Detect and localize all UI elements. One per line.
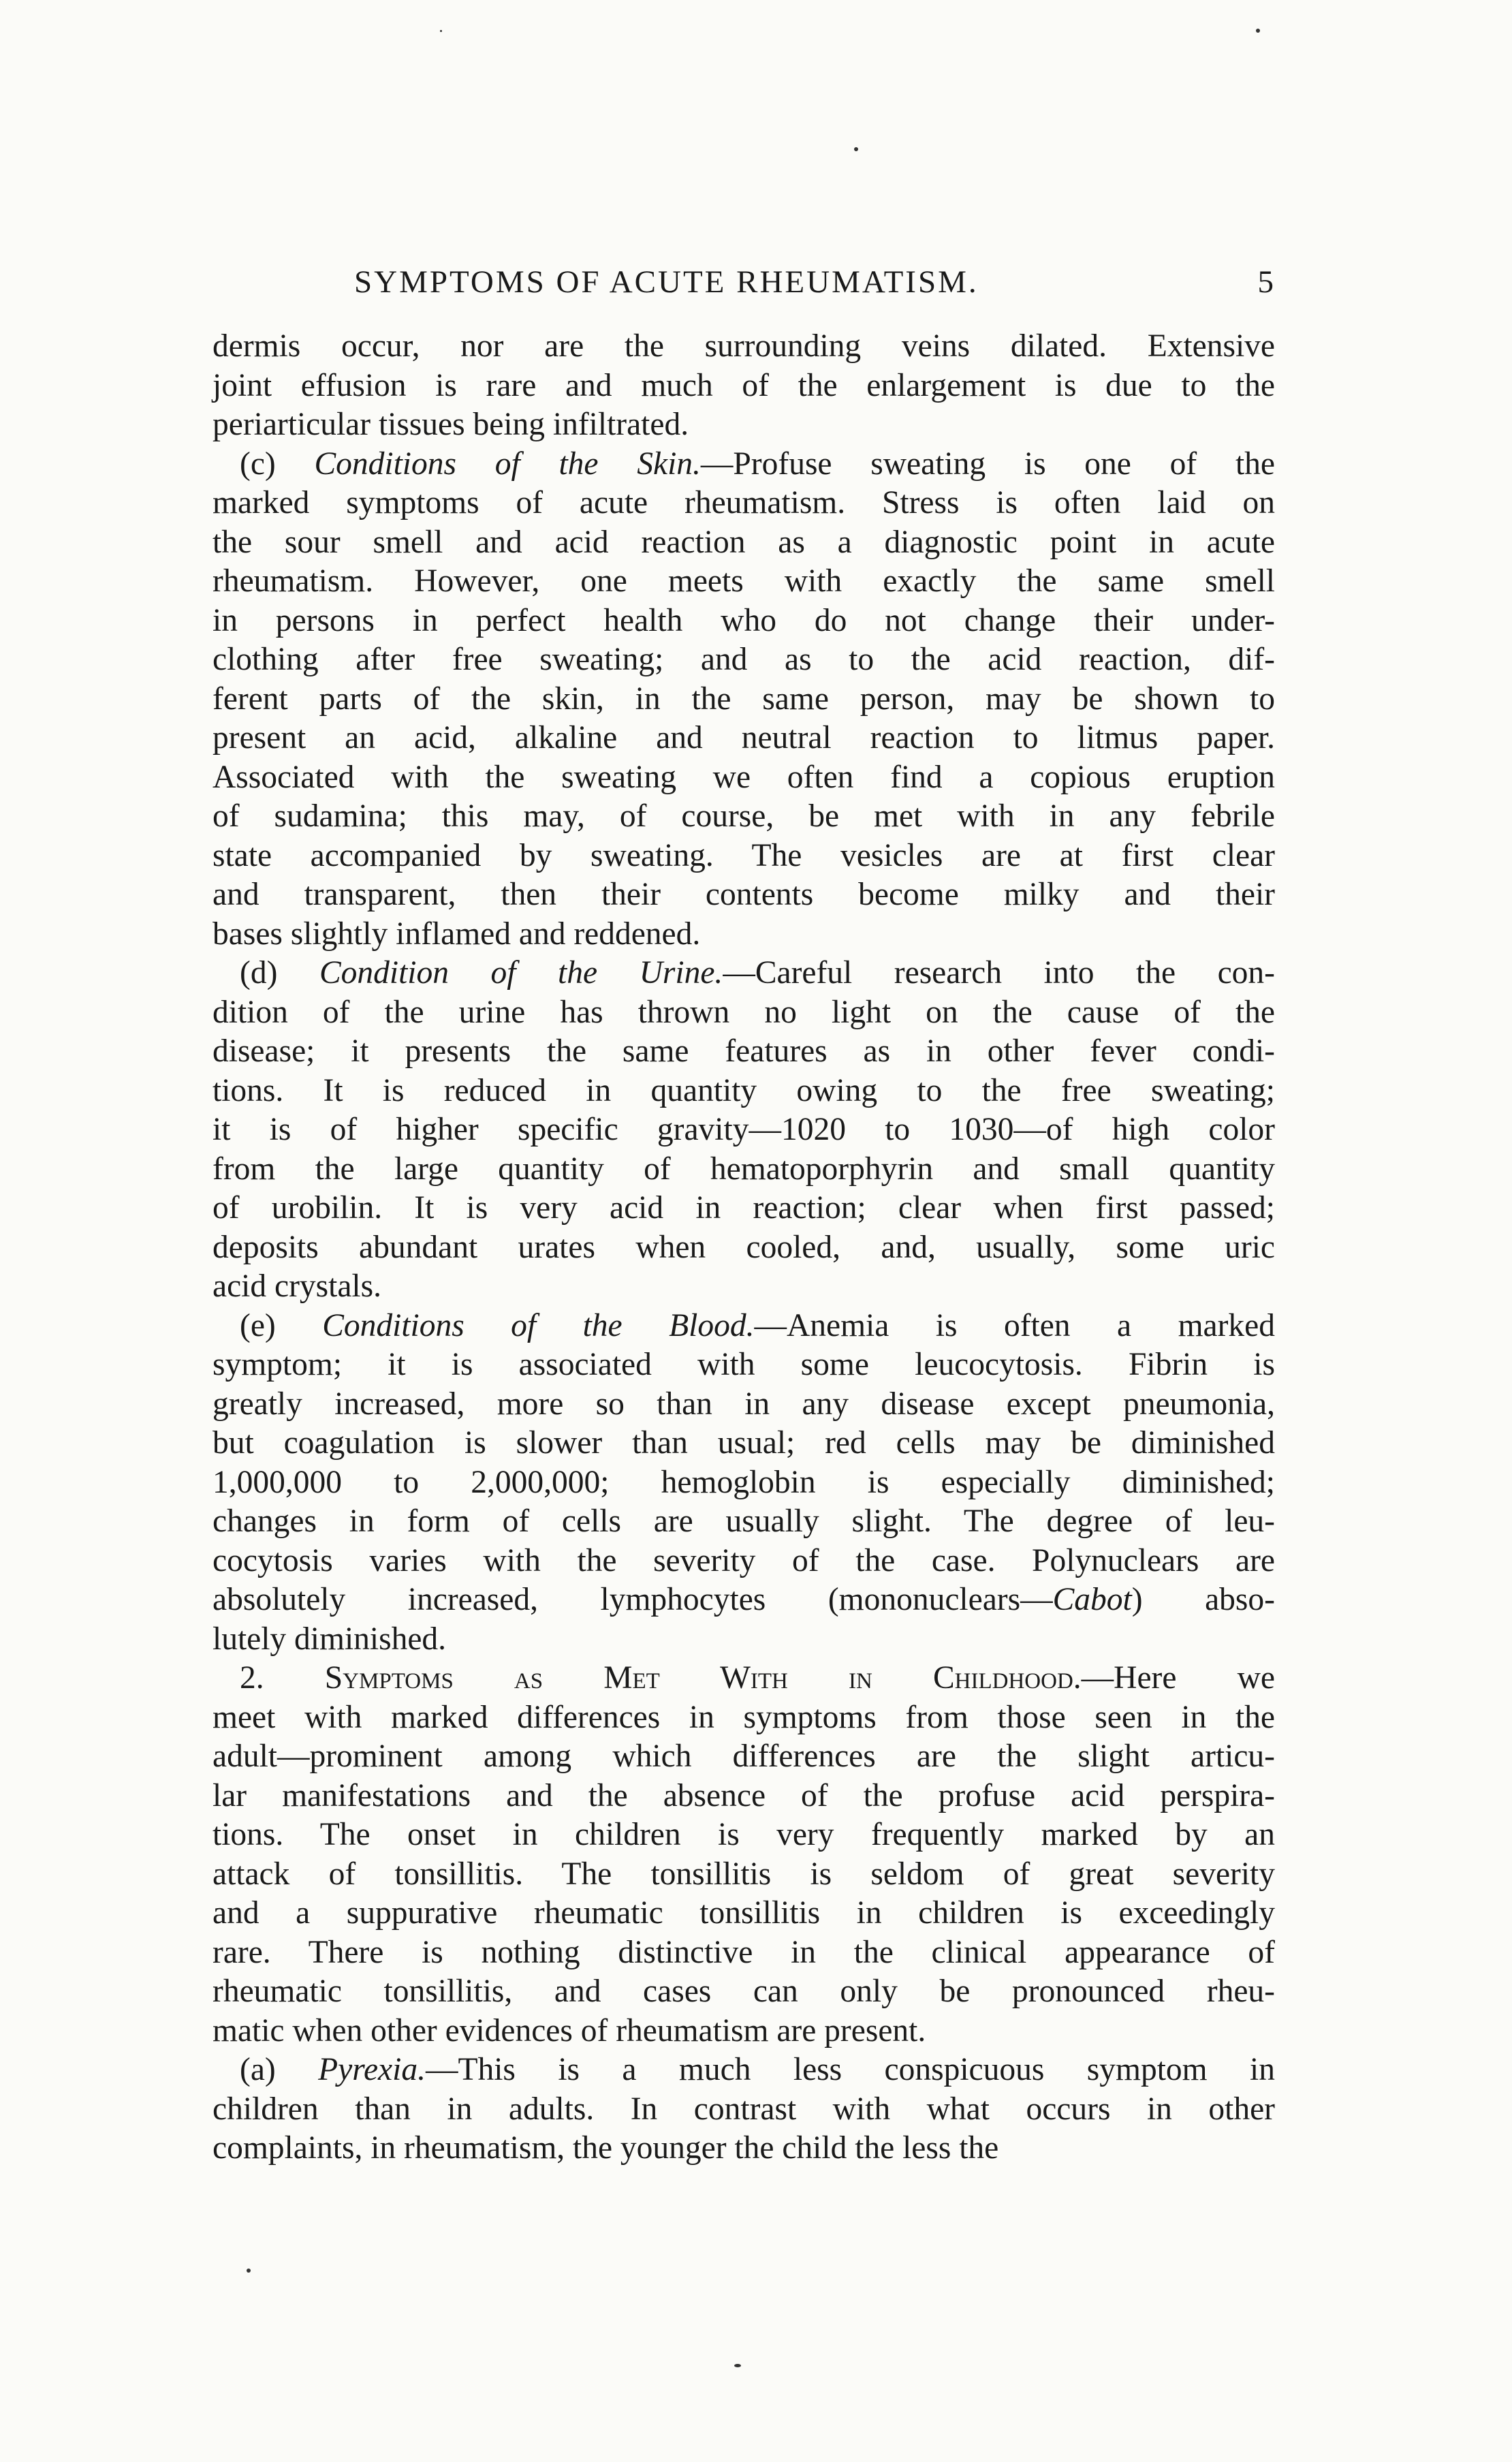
text-segment: —Profuse sweating is one of the [700, 446, 1275, 482]
text-line: state accompanied by sweating. The vesicles are at first clear [212, 837, 1275, 873]
text-segment: ) abso- [1131, 1582, 1275, 1617]
text-line: of urobilin. It is very acid in reaction; clear when first passed; [212, 1190, 1275, 1226]
text-line: periarticular tissues being infiltrated. [212, 407, 689, 442]
text-line: bases slightly inflamed and reddened. [212, 916, 701, 952]
subheading: Pyrexia. [318, 2052, 426, 2087]
text-line: 1,000,000 to 2,000,000; hemoglobin is especially diminished; [212, 1464, 1275, 1500]
text-line: tions. The onset in children is very frequently marked by an [212, 1817, 1275, 1852]
text-line: rheumatism. However, one meets with exactly the same smell [212, 563, 1275, 599]
speck-mark [854, 147, 858, 151]
text-line: Associated with the sweating we often find a copious eruption [212, 759, 1275, 795]
text-line [212, 1659, 1275, 1698]
text-segment: 2. [240, 1660, 325, 1696]
text-line: symptom; it is associated with some leucocytosis. Fibrin is [212, 1347, 1275, 1382]
text-line: lutely diminished. [212, 1621, 447, 1657]
text-line: joint effusion is rare and much of the enlargement is due to the [212, 367, 1275, 403]
text-segment: —Here we [1081, 1660, 1275, 1696]
text-line: of sudamina; this may, of course, be met with in any febrile [212, 798, 1275, 834]
text-line [212, 1307, 1275, 1346]
text-line: marked symptoms of acute rheumatism. Stress is often laid on [212, 485, 1275, 520]
subheading: Cabot [1052, 1582, 1132, 1617]
text-segment: (e) [240, 1307, 323, 1343]
text-line: and transparent, then their contents become milky and their [212, 877, 1275, 912]
text-line: rheumatic tonsillitis, and cases can only be pronounced rheu- [212, 1974, 1275, 2009]
text-line: ferent parts of the skin, in the same person, may be shown to [212, 681, 1275, 717]
text-line: deposits abundant urates when cooled, and, usually, some uric [212, 1229, 1275, 1265]
text-line: rare. There is nothing distinctive in the clinical appearance of [212, 1934, 1275, 1970]
text-line: tions. It is reduced in quantity owing to the free sweating; [212, 1072, 1275, 1108]
subheading: Condition of the Urine. [319, 955, 723, 991]
text-line [212, 2051, 1275, 2090]
speck-mark [1256, 29, 1260, 33]
text-line: children than in adults. In contrast with what occurs in other [212, 2091, 1275, 2127]
text-segment: (d) [240, 955, 319, 991]
text-line: from the large quantity of hematoporphyrin and small quantity [212, 1151, 1275, 1187]
text-line: greatly increased, more so than in any disease except pneumonia, [212, 1386, 1275, 1422]
text-segment: (c) [240, 446, 315, 482]
speck-mark [734, 2364, 741, 2367]
text-line: acid crystals. [212, 1268, 381, 1304]
text-line: present an acid, alkaline and neutral reaction to litmus paper. [212, 720, 1275, 755]
section-heading: Symptoms as Met With in Childhood. [324, 1660, 1082, 1696]
speck-mark [247, 2269, 251, 2273]
text-line [212, 445, 1275, 484]
text-line: cocytosis varies with the severity of the case. Polynuclears are [212, 1542, 1275, 1578]
speck-mark [440, 30, 442, 32]
running-title: SYMPTOMS OF ACUTE RHEUMATISM. [354, 264, 979, 300]
text-line: dition of the urine has thrown no light on the cause of the [212, 994, 1275, 1030]
subheading: Conditions of the Skin. [314, 446, 701, 482]
page-number: 5 [1257, 264, 1274, 300]
running-header [218, 262, 1274, 302]
text-line: it is of higher specific gravity—1020 to 1030—of high color [212, 1112, 1275, 1147]
text-line: meet with marked differences in symptoms from those seen in the [212, 1699, 1275, 1735]
text-line: lar manifestations and the absence of the profuse acid perspira- [212, 1777, 1275, 1813]
text-segment: —Careful research into the con- [723, 955, 1275, 991]
body-text [212, 327, 1275, 2168]
text-line [212, 1580, 1275, 1620]
text-line: but coagulation is slower than usual; red cells may be diminished [212, 1425, 1275, 1461]
text-line: clothing after free sweating; and as to the acid reaction, dif- [212, 642, 1275, 677]
text-segment: (a) [240, 2052, 319, 2087]
text-line: matic when other evidences of rheumatism are present. [212, 2012, 926, 2048]
text-line: disease; it presents the same features as in other fever condi- [212, 1033, 1275, 1069]
text-line: attack of tonsillitis. The tonsillitis is seldom of great severity [212, 1856, 1275, 1892]
text-line: complaints, in rheumatism, the younger the child the less the [212, 2130, 999, 2166]
text-segment: —Anemia is often a marked [754, 1307, 1276, 1343]
text-line: changes in form of cells are usually slight. The degree of leu- [212, 1503, 1275, 1539]
text-line: dermis occur, nor are the surrounding veins dilated. Extensive [212, 328, 1275, 364]
text-line: adult—prominent among which differences are the slight articu- [212, 1739, 1275, 1774]
text-segment: absolutely increased, lymphocytes (mononuclears— [212, 1582, 1053, 1617]
text-line: and a suppurative rheumatic tonsillitis in children is exceedingly [212, 1895, 1275, 1931]
text-segment: —This is a much less conspicuous symptom in [425, 2052, 1275, 2087]
subheading: Conditions of the Blood. [322, 1307, 755, 1343]
text-line: in persons in perfect health who do not change their under- [212, 602, 1275, 638]
text-line: the sour smell and acid reaction as a diagnostic point in acute [212, 524, 1275, 560]
text-line [212, 954, 1275, 993]
